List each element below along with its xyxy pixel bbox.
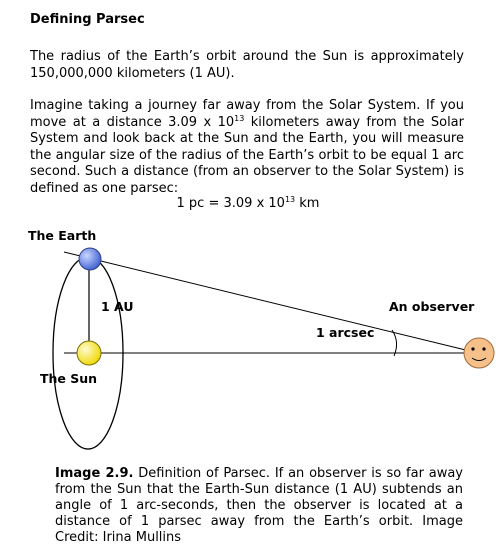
angle-arc bbox=[392, 330, 397, 356]
sun-label: The Sun bbox=[40, 371, 98, 386]
caption-label: Image 2.9. bbox=[55, 466, 134, 481]
formula-part2: km bbox=[295, 196, 320, 211]
paragraph-journey-part2: kilometers away from the Solar System and look back at the Sun and the Earth, you will measure the angular size of the radius of the Earth’s orbit to be equal 1 arc second. Such a distance (from an observer to the Solar System) is defined as one parsec: bbox=[30, 114, 464, 196]
sun-icon bbox=[77, 341, 101, 365]
au-label: 1 AU bbox=[101, 299, 134, 314]
observer-label: An observer bbox=[389, 299, 475, 314]
paragraph-au: The radius of the Earth’s orbit around the Sun is approximately 150,000,000 kilometers (1 AU). bbox=[30, 49, 464, 81]
earth-icon bbox=[79, 248, 101, 270]
formula-exponent: 13 bbox=[284, 195, 296, 204]
formula-part1: 1 pc = 3.09 x 10 bbox=[176, 196, 285, 211]
exponent: 13 bbox=[234, 113, 245, 123]
paragraph-journey-part1: Imagine taking a journey far away from the Solar System. If you move at a distance 3.09 x 10 bbox=[30, 98, 464, 130]
earth-label: The Earth bbox=[28, 228, 97, 243]
caption-text: Definition of Parsec. If an observer is so far away from the Sun that the Earth-Sun distance (1 AU) subtends an angle of 1 arc-seconds, then the observer is located at a distance of 1 parsec away from the Earth’s orbit. Image Credit: Irina Mullins bbox=[55, 466, 463, 545]
paragraph-journey bbox=[30, 98, 464, 197]
parsec-diagram bbox=[0, 222, 496, 462]
angle-label: 1 arcsec bbox=[316, 325, 375, 340]
image-caption bbox=[55, 466, 463, 546]
section-heading: Defining Parsec bbox=[30, 12, 145, 27]
parsec-formula bbox=[0, 196, 496, 211]
observer-icon bbox=[464, 338, 494, 368]
